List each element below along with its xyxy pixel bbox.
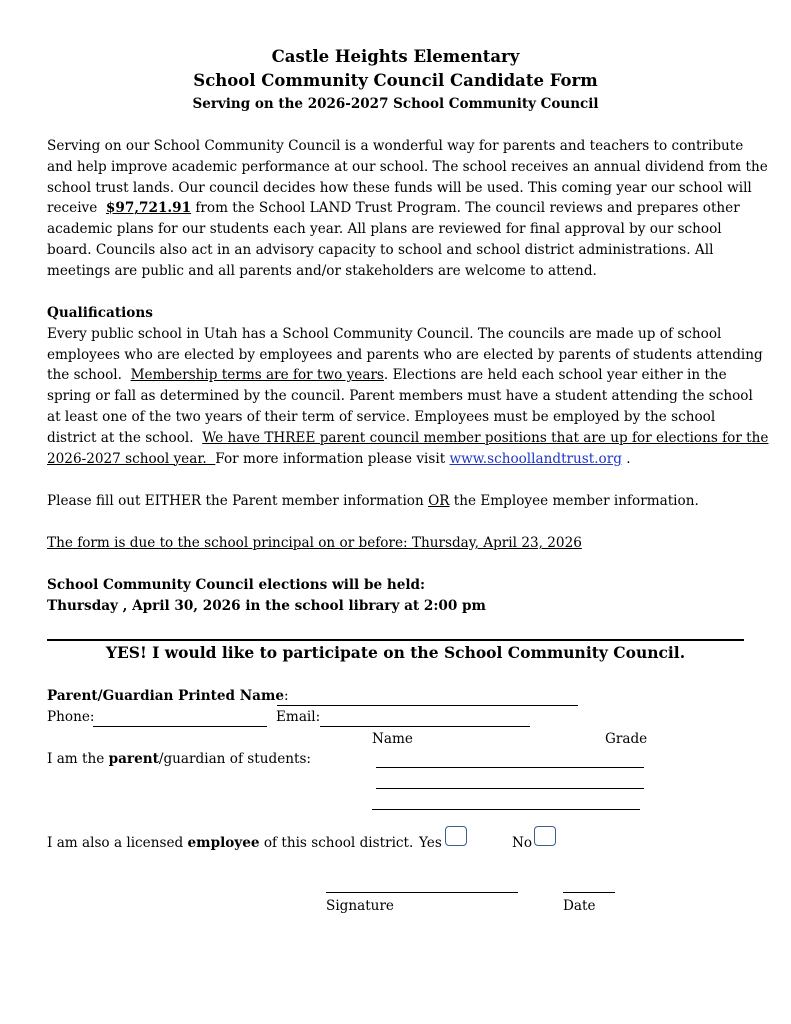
employee-bold: employee <box>187 835 260 851</box>
students-text: /guardian of students: <box>158 751 312 767</box>
qualifications-text: the school. <box>47 367 131 384</box>
intro-line: and help improve academic performance at our school. The school receives an annual dividend from the <box>47 158 768 175</box>
dividend-amount: $97,721.91 <box>105 200 192 217</box>
intro-text: from the School LAND Trust Program. The council reviews and prepares other <box>191 200 740 217</box>
yes-checkbox[interactable] <box>445 826 467 846</box>
parent-name-label <box>47 686 289 707</box>
open-positions: We have THREE parent council member positions that are up for elections for the <box>202 429 769 446</box>
qualifications-line <box>47 428 769 449</box>
student-2-field[interactable] <box>376 788 644 789</box>
yes-label: Yes <box>419 835 442 851</box>
qualifications-line: Every public school in Utah has a School Community Council. The councils are made up of school <box>47 325 722 342</box>
fill-or: OR <box>428 493 450 509</box>
parent-name-field[interactable] <box>277 705 578 706</box>
signature-label: Signature <box>326 898 394 914</box>
qualifications-text: . <box>621 450 631 467</box>
intro-line: board. Councils also act in an advisory capacity to school and school district administrations. All <box>47 241 714 258</box>
intro-paragraph <box>47 136 768 282</box>
no-checkbox[interactable] <box>534 826 556 846</box>
column-name-header: Name <box>372 731 413 747</box>
fill-text: the Employee member information. <box>449 493 699 509</box>
date-field[interactable] <box>563 892 615 893</box>
qualifications-text: district at the school. <box>47 429 203 446</box>
intro-text: receive <box>47 200 106 217</box>
no-label: No <box>512 835 533 851</box>
parent-name-label-text: Parent/Guardian Printed Name <box>47 688 285 704</box>
intro-line <box>47 198 747 219</box>
qualifications-line: at least one of the two years of their term of service. Employees must be employed by the school <box>47 408 716 425</box>
qualifications-text: For more information please visit <box>215 450 450 467</box>
student-3-field[interactable] <box>372 809 640 810</box>
student-1-field[interactable] <box>376 767 644 768</box>
phone-label: Phone: <box>47 709 95 725</box>
signature-field[interactable] <box>326 892 518 893</box>
section-divider <box>47 639 744 641</box>
date-label: Date <box>563 898 596 914</box>
qualifications-section <box>47 303 769 469</box>
parent-name-colon: : <box>284 688 289 704</box>
qualifications-line: employees who are elected by employees and parents who are elected by parents of students attending <box>47 346 763 363</box>
qualifications-text: . Elections are held each school year either in the <box>383 367 727 384</box>
employee-label <box>47 833 413 854</box>
qualifications-line: spring or fall as determined by the council. Parent members must have a student attending the school <box>47 388 753 405</box>
form-title: School Community Council Candidate Form <box>193 71 598 90</box>
school-name: Castle Heights Elementary <box>271 47 520 66</box>
students-label <box>47 749 311 770</box>
employee-text: of this school district. <box>259 835 414 851</box>
open-positions-cont: 2026-2027 school year. <box>47 450 216 467</box>
membership-terms: Membership terms are for two years <box>130 367 384 384</box>
form-subtitle: Serving on the 2026-2027 School Community Council <box>192 96 599 112</box>
email-label: Email: <box>276 709 321 725</box>
fill-text: Please fill out EITHER the Parent member information <box>47 493 429 509</box>
qualifications-line <box>47 449 747 470</box>
students-parent-bold: parent <box>108 751 159 767</box>
employee-text: I am also a licensed <box>47 835 188 851</box>
intro-line: academic plans for our students each year. All plans are reviewed for final approval by our school <box>47 221 722 238</box>
phone-field[interactable] <box>93 726 267 727</box>
due-date-notice: The form is due to the school principal on or before: Thursday, April 23, 2026 <box>47 535 582 551</box>
email-field[interactable] <box>320 726 530 727</box>
intro-line: school trust lands. Our council decides how these funds will be used. This coming year our school will <box>47 179 752 196</box>
intro-line: Serving on our School Community Council is a wonderful way for parents and teachers to contribute <box>47 138 744 154</box>
fill-instruction <box>47 491 699 512</box>
students-text: I am the <box>47 751 109 767</box>
column-grade-header: Grade <box>605 731 648 747</box>
qualifications-heading: Qualifications <box>47 305 153 321</box>
intro-line: meetings are public and all parents and/or stakeholders are welcome to attend. <box>47 262 597 279</box>
elections-heading: School Community Council elections will be held: <box>47 577 426 593</box>
land-trust-link[interactable]: www.schoollandtrust.org <box>449 450 622 467</box>
qualifications-line <box>47 365 747 386</box>
participation-banner: YES! I would like to participate on the School Community Council. <box>105 643 686 662</box>
elections-date: Thursday , April 30, 2026 in the school library at 2:00 pm <box>47 598 486 614</box>
